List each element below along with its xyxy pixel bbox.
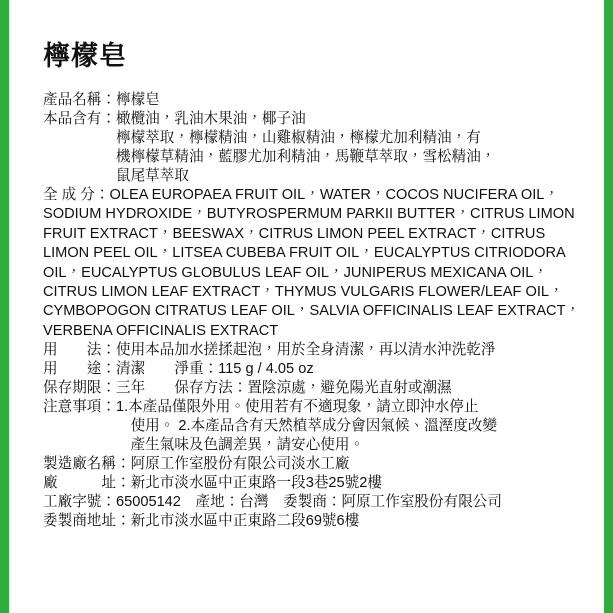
factory-license-label: 工廠字號：: [43, 494, 116, 511]
manufacturer-name-label: 製造廠名稱：: [43, 456, 131, 473]
purpose-label: 用 途：: [43, 361, 116, 378]
field-factory-license: [43, 493, 584, 512]
cautions-continuation-2: [43, 436, 584, 455]
contains-line-0: 橄欖油，乳油木果油，椰子油: [115, 111, 306, 127]
field-full-ingredients: [43, 186, 584, 341]
contains-continuation: [43, 129, 584, 148]
cautions-line-2: 產生氣味及色調差異，請安心使用。: [115, 437, 365, 454]
field-factory-address: [43, 474, 584, 493]
shelf-life-label: 保存期限：: [43, 380, 116, 397]
contains-line-1: 檸檬萃取，檸檬精油，山雞椒精油，檸檬尤加利精油，有: [115, 130, 481, 146]
commissioner-address-value: 新北市淡水區中正東路二段69號6樓: [130, 513, 360, 530]
label-content: [9, 0, 604, 613]
purpose-value: 清潔 淨重：115 g / 4.05 oz: [115, 361, 314, 378]
cautions-continuation: [43, 417, 584, 436]
factory-address-label: 廠 址：: [43, 475, 131, 492]
field-cautions: [43, 398, 584, 417]
accent-bar-left: [0, 0, 9, 613]
contains-line-3: 鼠尾草萃取: [115, 168, 189, 184]
field-product-name: [43, 91, 584, 110]
factory-address-value: 新北市淡水區中正東路一段3巷25號2樓: [130, 475, 382, 492]
cautions-line-1: 使用。 2.本產品含有天然植萃成分會因氣候、溫溼度改變: [115, 418, 498, 435]
cautions-label: 注意事項：: [43, 399, 116, 416]
full-ingredients-value: OLEA EUROPAEA FRUIT OIL，WATER，COCOS NUCIFERA OIL，SODIUM HYDROXIDE，BUTYROSPERMUM PARKII BUTTER，CITRUS LIMON FRUIT EXTRACT，BEESWAX，CITRUS LIMON PEEL EXTRACT，CITRUS LIMON PEEL OIL，LITSEA CUBEBA FRUIT OIL，EUCALYPTUS CITRIODORA OIL，EUCALYPTUS GLOBULUS LEAF OIL，JUNIPERUS MEXICANA OIL，CITRUS LIMON LEAF EXTRACT，THYMUS VULGARIS FLOWER/LEAF OIL，CYMBOPOGON CITRATUS LEAF OIL，SALVIA OFFICINALIS LEAF EXTRACT，VERBENA OFFICINALIS EXTRACT: [43, 187, 581, 339]
factory-license-value: 65005142 產地：台灣 委製商：阿原工作室股份有限公司: [115, 494, 502, 511]
field-commissioner-address: [43, 512, 584, 531]
page-title: 檸檬皂: [43, 41, 127, 71]
contains-line-2: 機檸檬草精油，藍膠尤加利精油，馬鞭草萃取，雪松精油，: [115, 149, 496, 165]
contains-continuation-2: [43, 148, 584, 167]
field-usage: [43, 341, 584, 360]
usage-value: 使用本品加水搓揉起泡，用於全身清潔，再以清水沖洗乾淨: [115, 342, 496, 359]
field-contains: [43, 110, 584, 129]
manufacturer-name-value: 阿原工作室股份有限公司淡水工廠: [130, 456, 350, 473]
cautions-line-0: 1.本產品僅限外用。使用若有不適現象，請立即沖水停止: [115, 399, 479, 416]
contains-continuation-3: [43, 167, 584, 186]
product-name-label: 產品名稱：: [43, 92, 116, 108]
usage-label: 用 法：: [43, 342, 116, 359]
contains-label: 本品含有：: [43, 111, 116, 127]
accent-bar-right: [604, 0, 613, 613]
field-shelf-life: [43, 379, 584, 398]
commissioner-address-label: 委製商地址：: [43, 513, 131, 530]
field-purpose: [43, 360, 584, 379]
field-manufacturer-name: [43, 455, 584, 474]
product-name-value: 檸檬皂: [115, 92, 160, 108]
shelf-life-value: 三年 保存方法：置陰涼處，避免陽光直射或潮濕: [115, 380, 452, 397]
full-ingredients-label: 全 成 分：: [43, 187, 110, 203]
